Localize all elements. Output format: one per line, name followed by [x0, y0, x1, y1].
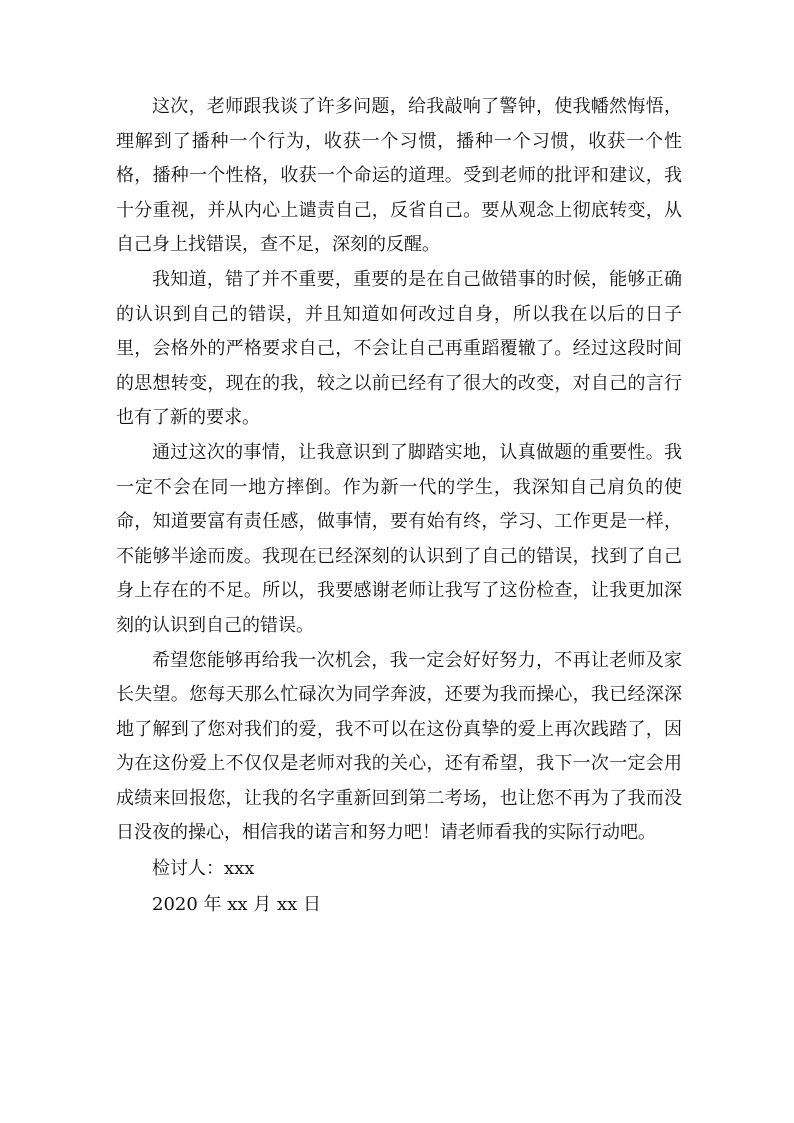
date-line: 2020 年 xx 月 xx 日 — [152, 894, 322, 916]
body-paragraph-2: 我知道，错了并不重要，重要的是在自己做错事的时候，能够正确的认识到自己的错误，并且知道如何改过自身，所以我在以后的日子里，会格外的严格要求自己，不会让自己再重蹈覆辙了。经过这段时间的思想转变，现在的我，较之以前已经有了很大的改变，对自己的言行也有了新的要求。 — [116, 268, 682, 429]
body-paragraph-3: 通过这次的事情，让我意识到了脚踏实地，认真做题的重要性。我一定不会在同一地方摔倒。作为新一代的学生，我深知自己肩负的使命，知道要富有责任感，做事情，要有始有终，学习、工作更是一样，不能够半途而废。我现在已经深刻的认识到了自己的错误，找到了自己身上存在的不足。所以，我要感谢老师让我写了这份检查，让我更加深刻的认识到自己的错误。 — [116, 441, 682, 636]
body-paragraph-1: 这次，老师跟我谈了许多问题，给我敲响了警钟，使我幡然悔悟，理解到了播种一个行为，收获一个习惯，播种一个习惯，收获一个性格，播种一个性格，收获一个命运的道理。受到老师的批评和建议，我十分重视，并从内心上谴责自己，反省自己。要从观念上彻底转变，从自己身上找错误，查不足，深刻的反醒。 — [116, 96, 682, 256]
signature-line: 检讨人：xxx — [152, 858, 255, 880]
document-page — [116, 90, 682, 923]
body-paragraph-4: 希望您能够再给我一次机会，我一定会好好努力，不再让老师及家长失望。您每天那么忙碌次为同学奔波，还要为我而操心，我已经深深地了解到了您对我们的爱，我不可以在这份真挚的爱上再次践踏了，因为在这份爱上不仅仅是老师对我的关心，还有希望，我下一次一定会用成绩来回报您，让我的名字重新回到第二考场，也让您不再为了我而没日没夜的操心，相信我的诺言和努力吧！请老师看我的实际行动吧。 — [116, 649, 682, 844]
